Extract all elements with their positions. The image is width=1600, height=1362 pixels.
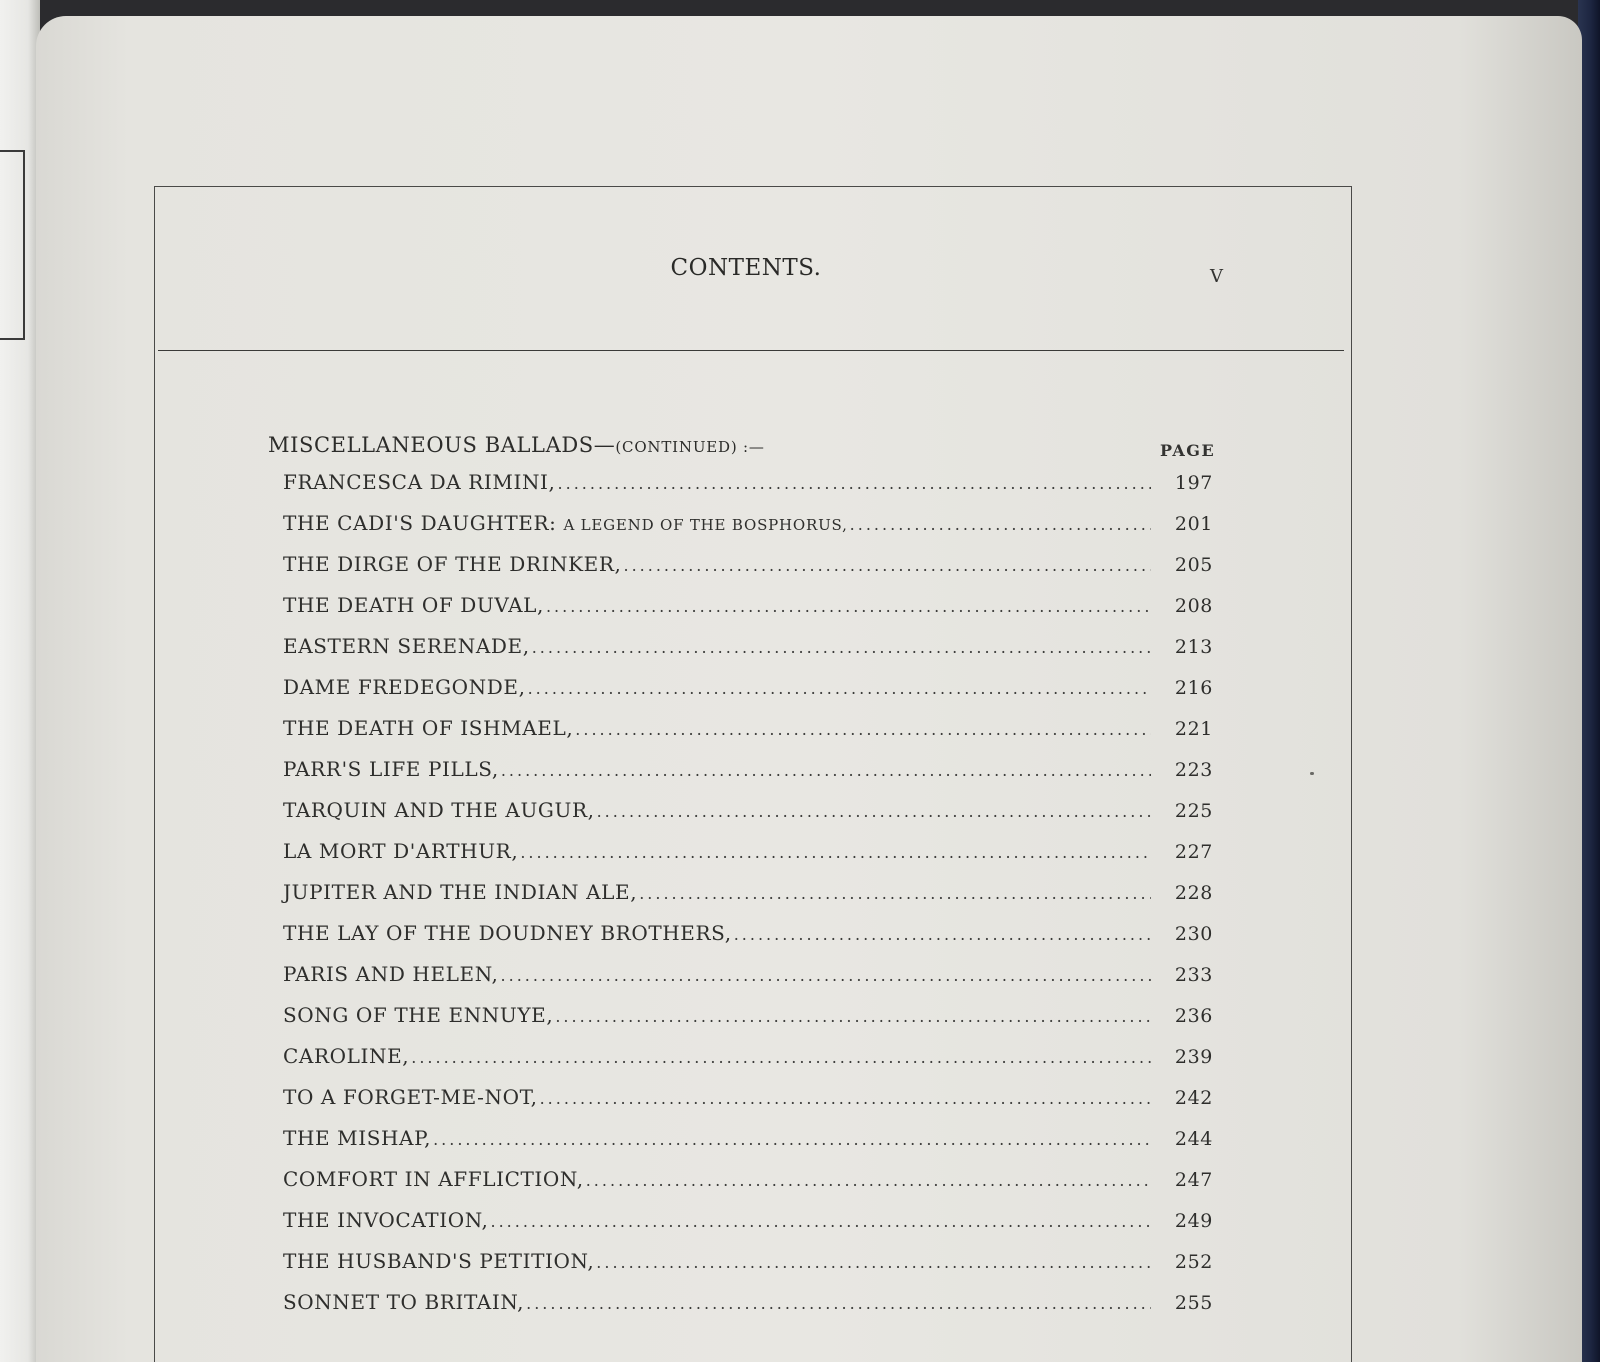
dot-leader <box>526 1294 1151 1313</box>
entry-title <box>283 1290 524 1314</box>
entry-page-number: 205 <box>1174 554 1213 576</box>
dot-leader <box>850 515 1151 534</box>
entry-page-number: 247 <box>1174 1169 1213 1191</box>
contents-entry <box>283 880 1213 921</box>
entry-title-text: THE CADI'S DAUGHTER: <box>283 511 564 535</box>
entry-title <box>283 880 637 904</box>
dot-leader <box>501 966 1151 985</box>
entry-title <box>283 1208 489 1232</box>
entry-title-text: THE HUSBAND'S PETITION, <box>283 1249 595 1273</box>
entry-title <box>283 921 732 945</box>
dot-leader <box>597 802 1151 821</box>
entry-page-number: 249 <box>1174 1210 1213 1232</box>
dot-leader <box>520 843 1151 862</box>
entry-title <box>283 511 848 535</box>
section-heading-continued: (CONTINUED) <box>615 438 738 456</box>
entry-title <box>283 593 544 617</box>
dot-leader <box>528 679 1151 698</box>
entry-title-text: JUPITER AND THE INDIAN ALE, <box>283 880 638 904</box>
entry-page-number: 230 <box>1174 923 1213 945</box>
entry-page-number: 228 <box>1174 882 1213 904</box>
entry-title-text: PARIS AND HELEN, <box>283 962 499 986</box>
entry-subtitle: A LEGEND OF THE BOSPHORUS, <box>563 516 848 534</box>
entry-title <box>283 716 573 740</box>
entry-title <box>283 1167 584 1191</box>
entry-title-text: SONG OF THE ENNUYE, <box>283 1003 554 1027</box>
entry-page-number: 227 <box>1174 841 1213 863</box>
section-heading <box>268 433 765 457</box>
entry-page-number: 223 <box>1174 759 1213 781</box>
entry-title <box>283 962 499 986</box>
dot-leader <box>596 1253 1151 1272</box>
contents-entry <box>283 716 1213 757</box>
entry-title <box>283 1044 409 1068</box>
entry-page-number: 255 <box>1174 1292 1213 1314</box>
page-column-label: PAGE <box>1160 441 1216 460</box>
contents-entry <box>283 470 1213 511</box>
entry-title-text: EASTERN SERENADE, <box>283 634 530 658</box>
entry-page-number: 201 <box>1174 513 1213 535</box>
dot-leader <box>624 556 1152 575</box>
entry-page-number: 221 <box>1174 718 1213 740</box>
entry-title-text: THE DIRGE OF THE DRINKER, <box>283 552 622 576</box>
entry-page-number: 244 <box>1174 1128 1213 1150</box>
contents-entry <box>283 1044 1213 1085</box>
entry-title <box>283 1126 431 1150</box>
contents-entry <box>283 757 1213 798</box>
dot-leader <box>433 1130 1151 1149</box>
dot-leader <box>555 1007 1151 1026</box>
entry-page-number: 225 <box>1174 800 1213 822</box>
dot-leader <box>575 720 1151 739</box>
contents-entry <box>283 798 1213 839</box>
contents-entry <box>283 675 1213 716</box>
contents-entry <box>283 1208 1213 1249</box>
page-folio-number: V <box>1210 266 1223 287</box>
entry-page-number: 216 <box>1174 677 1213 699</box>
dot-leader <box>532 638 1151 657</box>
entry-title <box>283 1249 594 1273</box>
entry-title-text: COMFORT IN AFFLICTION, <box>283 1167 584 1191</box>
entry-page-number: 236 <box>1174 1005 1213 1027</box>
contents-entry <box>283 1249 1213 1290</box>
dot-leader <box>734 925 1151 944</box>
entry-title-text: THE MISHAP, <box>283 1126 432 1150</box>
paper-speck <box>1310 772 1314 775</box>
entry-title <box>283 552 622 576</box>
entry-page-number: 213 <box>1174 636 1213 658</box>
contents-entry <box>283 1126 1213 1167</box>
section-heading-tail: :— <box>737 438 765 456</box>
entry-page-number: 208 <box>1174 595 1213 617</box>
entry-title <box>283 470 556 494</box>
contents-entry <box>283 921 1213 962</box>
entry-title-text: LA MORT D'ARTHUR, <box>283 839 519 863</box>
entry-title <box>283 839 518 863</box>
entry-title-text: PARR'S LIFE PILLS, <box>283 757 499 781</box>
dot-leader <box>540 1089 1151 1108</box>
dot-leader <box>558 474 1151 493</box>
entry-title-text: CAROLINE, <box>283 1044 410 1068</box>
entry-title <box>283 675 526 699</box>
dot-leader <box>491 1212 1152 1231</box>
dot-leader <box>639 884 1151 903</box>
contents-entry <box>283 552 1213 593</box>
contents-entry <box>283 593 1213 634</box>
contents-list <box>283 470 1213 1331</box>
entry-page-number: 233 <box>1174 964 1213 986</box>
dot-leader <box>586 1171 1151 1190</box>
contents-entry <box>283 962 1213 1003</box>
entry-title-text: THE INVOCATION, <box>283 1208 489 1232</box>
dot-leader <box>411 1048 1151 1067</box>
section-heading-main: MISCELLANEOUS BALLADS— <box>268 433 616 457</box>
entry-title-text: TARQUIN AND THE AUGUR, <box>283 798 595 822</box>
entry-page-number: 197 <box>1174 472 1213 494</box>
entry-title-text: TO A FORGET-ME-NOT, <box>283 1085 538 1109</box>
entry-page-number: 242 <box>1174 1087 1213 1109</box>
previous-page-edge <box>0 0 40 1362</box>
entry-title-text: SONNET TO BRITAIN, <box>283 1290 525 1314</box>
entry-title-text: DAME FREDEGONDE, <box>283 675 526 699</box>
contents-entry <box>283 1167 1213 1208</box>
entry-title <box>283 1085 538 1109</box>
entry-title-text: THE DEATH OF DUVAL, <box>283 593 544 617</box>
contents-entry <box>283 634 1213 675</box>
contents-entry <box>283 839 1213 880</box>
entry-page-number: 252 <box>1174 1251 1213 1273</box>
entry-title-text: THE DEATH OF ISHMAEL, <box>283 716 574 740</box>
dot-leader <box>546 597 1151 616</box>
dot-leader <box>501 761 1151 780</box>
entry-title <box>283 634 530 658</box>
entry-title <box>283 757 499 781</box>
entry-title <box>283 1003 553 1027</box>
contents-entry <box>283 1003 1213 1044</box>
header-rule <box>158 350 1344 351</box>
entry-title-text: THE LAY OF THE DOUDNEY BROTHERS, <box>283 921 732 945</box>
page-title: CONTENTS. <box>670 255 822 281</box>
contents-entry <box>283 1085 1213 1126</box>
contents-entry <box>283 1290 1213 1331</box>
entry-title-text: FRANCESCA DA RIMINI, <box>283 470 556 494</box>
contents-entry <box>283 511 1213 552</box>
entry-title <box>283 798 595 822</box>
entry-page-number: 239 <box>1174 1046 1213 1068</box>
previous-page-frame <box>0 150 25 340</box>
